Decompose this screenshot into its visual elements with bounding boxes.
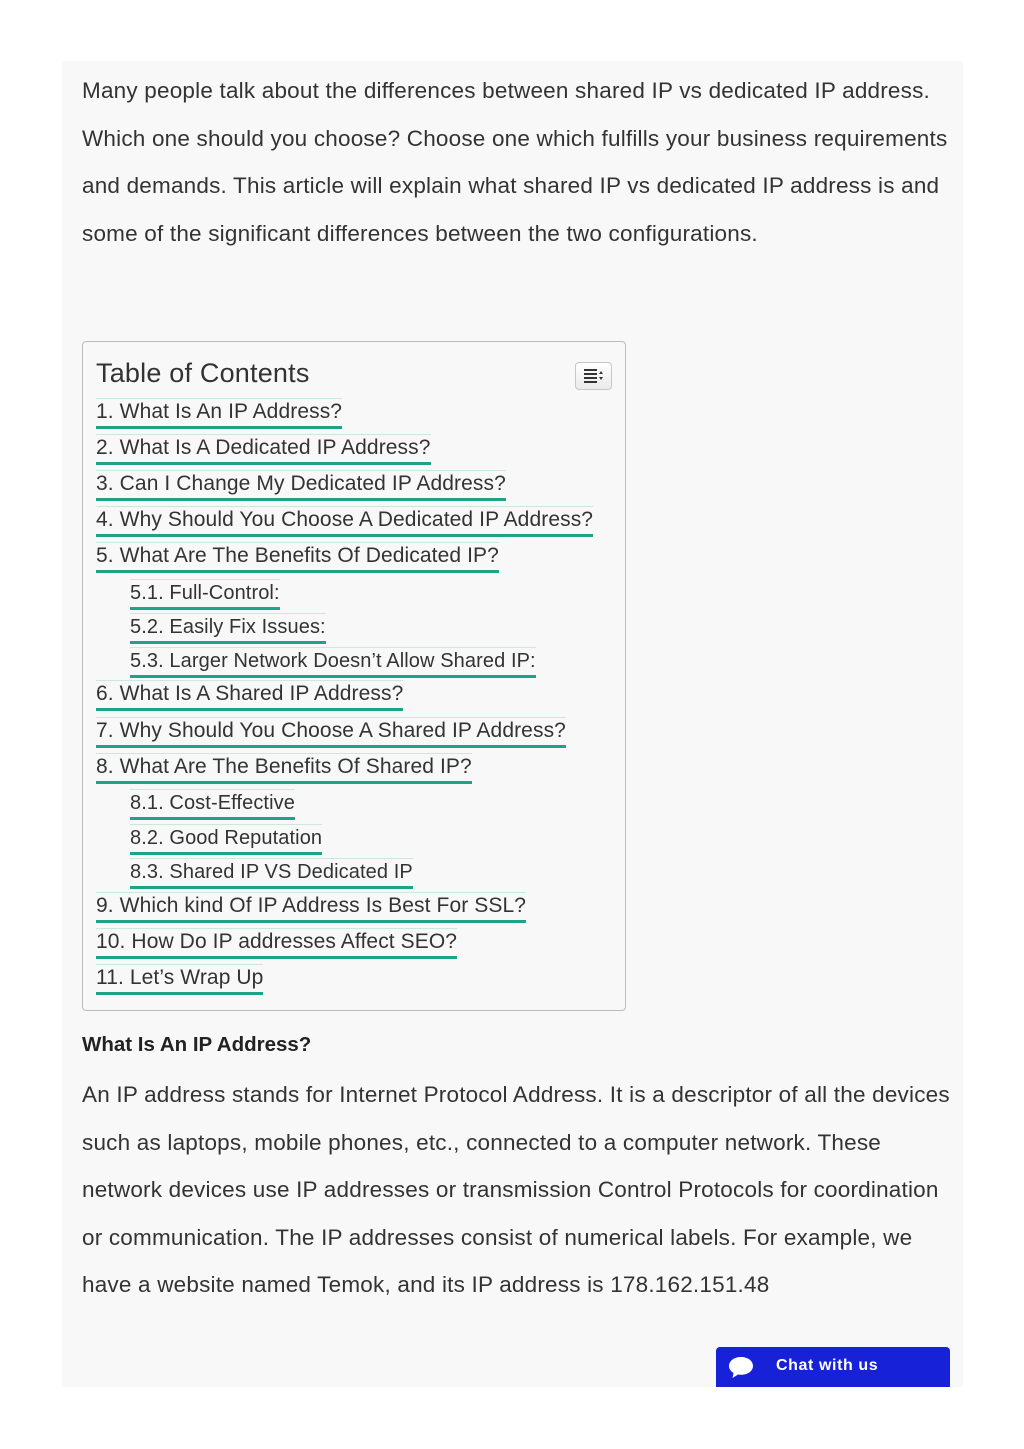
toc-link-benefits-dedicated-ip[interactable]: 5. What Are The Benefits Of Dedicated IP? [96, 542, 499, 573]
article-content [82, 61, 952, 1297]
toc-link-ssl[interactable]: 9. Which kind Of IP Address Is Best For SSL? [96, 892, 526, 923]
toc-link-what-is-ip-address[interactable]: 1. What Is An IP Address? [96, 398, 342, 429]
toc-toggle-button[interactable] [575, 362, 612, 390]
toc-link-shared-ip[interactable]: 6. What Is A Shared IP Address? [96, 680, 403, 711]
toc-subitem [130, 613, 326, 644]
toc-item [96, 470, 506, 501]
toc-link-change-dedicated-ip[interactable]: 3. Can I Change My Dedicated IP Address? [96, 470, 506, 501]
toc-link-dedicated-ip[interactable]: 2. What Is A Dedicated IP Address? [96, 434, 431, 465]
toc-item [96, 398, 342, 429]
article-page [62, 61, 963, 1387]
toc-link-seo[interactable]: 10. How Do IP addresses Affect SEO? [96, 928, 457, 959]
toc-item [96, 928, 457, 959]
toc-subitem [130, 824, 322, 855]
section-heading: What Is An IP Address? [82, 1033, 312, 1056]
toc-item [96, 434, 431, 465]
toc-subitem [130, 647, 536, 678]
toc-link-larger-network[interactable]: 5.3. Larger Network Doesn’t Allow Shared IP: [130, 647, 536, 678]
toc-item [96, 542, 499, 573]
toc-item [96, 964, 263, 995]
toc-link-easily-fix-issues[interactable]: 5.2. Easily Fix Issues: [130, 613, 326, 644]
toc-item [96, 506, 593, 537]
toc-link-full-control[interactable]: 5.1. Full-Control: [130, 579, 280, 610]
list-toggle-icon [584, 369, 604, 383]
toc-link-why-shared-ip[interactable]: 7. Why Should You Choose A Shared IP Address? [96, 717, 566, 748]
toc-item [96, 680, 403, 711]
toc-title: Table of Contents [96, 358, 310, 388]
toc-subitem [130, 789, 295, 820]
toc-link-shared-vs-dedicated[interactable]: 8.3. Shared IP VS Dedicated IP [130, 858, 413, 889]
intro-paragraph: Many people talk about the differences between shared IP vs dedicated IP address. Which one should you choose? Choose one which fulfills your business requirements and demands. This article will explain what shared IP vs dedicated IP address is and some of the significant differences between the two configurations. [82, 78, 948, 246]
toc-link-why-dedicated-ip[interactable]: 4. Why Should You Choose A Dedicated IP Address? [96, 506, 593, 537]
chat-with-us-button[interactable] [716, 1347, 950, 1387]
toc-subitem [130, 579, 280, 610]
toc-subitem [130, 858, 413, 889]
toc-link-wrap-up[interactable]: 11. Let’s Wrap Up [96, 964, 263, 995]
chat-bubble-icon [728, 1356, 754, 1380]
toc-item [96, 753, 472, 784]
chat-label: Chat with us [776, 1357, 879, 1374]
toc-link-benefits-shared-ip[interactable]: 8. What Are The Benefits Of Shared IP? [96, 753, 472, 784]
section-paragraph: An IP address stands for Internet Protocol Address. It is a descriptor of all the devices such as laptops, mobile phones, etc., connected to a computer network. These network devices use IP addresses or transmission Control Protocols for coordination or communication. The IP addresses consist of numerical labels. For example, we have a website named Temok, and its IP address is 178.162.151.48 [82, 1082, 950, 1297]
table-of-contents [82, 341, 626, 1011]
toc-link-good-reputation[interactable]: 8.2. Good Reputation [130, 824, 322, 855]
toc-item [96, 892, 526, 923]
toc-item [96, 717, 566, 748]
toc-link-cost-effective[interactable]: 8.1. Cost-Effective [130, 789, 295, 820]
